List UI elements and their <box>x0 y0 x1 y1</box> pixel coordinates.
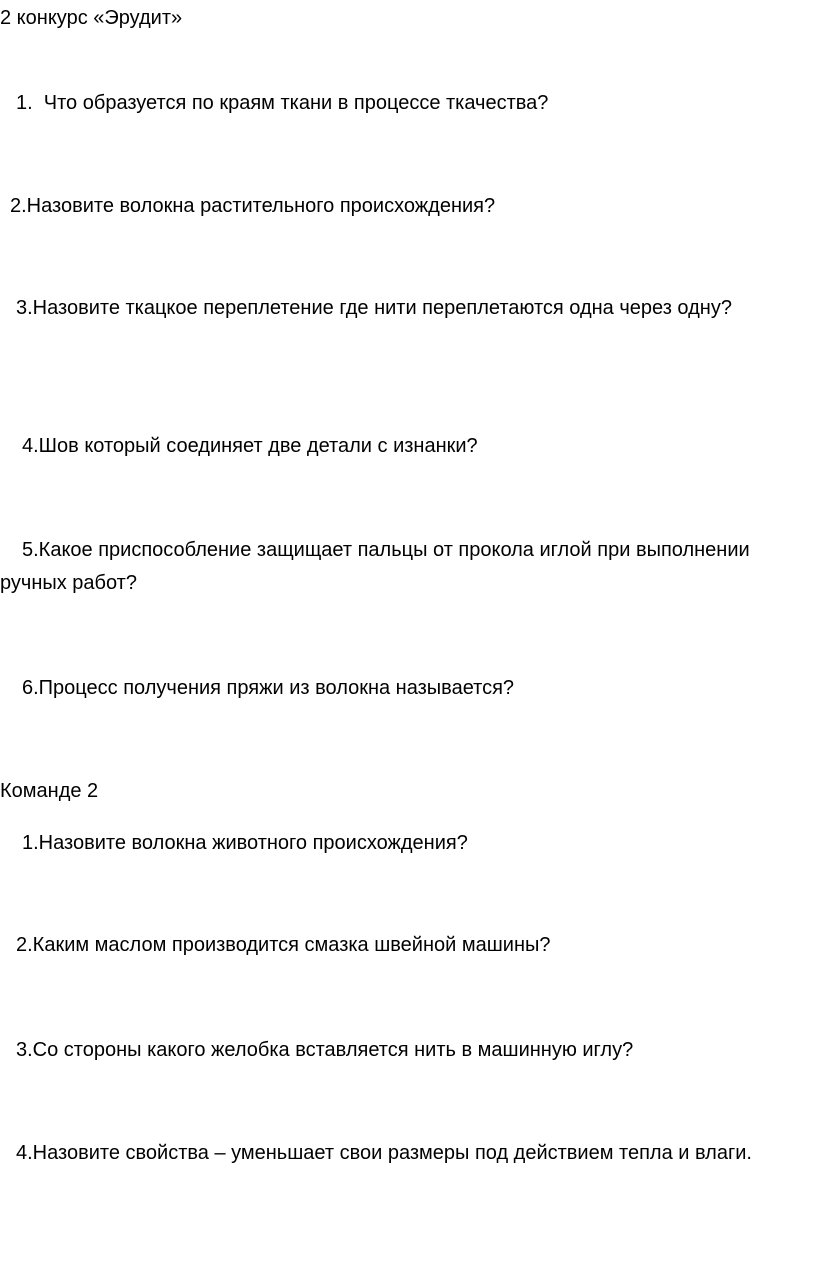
contest-heading: 2 конкурс «Эрудит» <box>0 7 183 29</box>
question-1-5: 5.Какое приспособление защищает пальцы от прокола иглой при выполнении ручных работ? <box>0 539 756 594</box>
question-1-6: 6.Процесс получения пряжи из волокна называется? <box>22 677 515 699</box>
question-1-4: 4.Шов который соединяет две детали с изнанки? <box>22 435 478 457</box>
question-2-2: 2.Каким маслом производится смазка швейной машины? <box>16 934 551 956</box>
question-2-1: 1.Назовите волокна животного происхождения? <box>22 832 468 854</box>
question-1-1: 1. Что образуется по краям ткани в процессе ткачества? <box>16 92 549 114</box>
question-1-3: 3.Назовите ткацкое переплетение где нити переплетаются одна через одну? <box>16 297 732 319</box>
question-1-2: 2.Назовите волокна растительного происхождения? <box>10 195 496 217</box>
question-2-4: 4.Назовите свойства – уменьшает свои размеры под действием тепла и влаги. <box>16 1142 752 1164</box>
question-2-3: 3.Со стороны какого желобка вставляется нить в машинную иглу? <box>16 1039 634 1061</box>
team-2-heading: Команде 2 <box>0 780 99 802</box>
